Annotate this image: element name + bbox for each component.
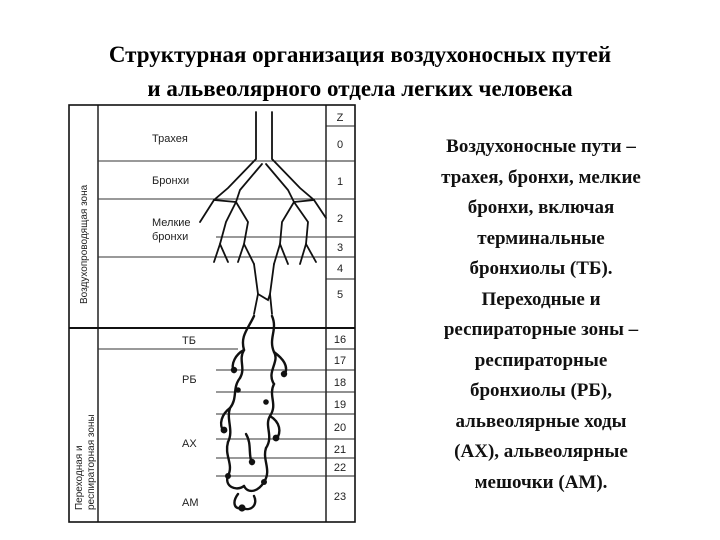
description-line: бронхиолы (ТБ).: [469, 258, 613, 279]
description-line: альвеолярные ходы: [455, 410, 627, 432]
generation-number: 18: [333, 377, 347, 389]
zone-label-conducting: Воздухопроводящая зона: [79, 184, 90, 304]
description-line: терминальные: [477, 227, 605, 249]
label-bronchi: Бронхи: [152, 175, 190, 187]
label-ah: АХ: [182, 438, 197, 450]
label-trachea: Трахея: [152, 133, 188, 145]
title-line-2: и альвеолярного отдела легких человека: [147, 76, 573, 101]
description-paragraph-2: [388, 285, 694, 499]
zone-label-transitional-line1: Переходная и: [74, 445, 85, 510]
respiratory-tree: [221, 316, 286, 509]
description-line: Переходные и: [481, 288, 601, 310]
title-line-1: Структурная организация воздухоносных путей: [108, 42, 612, 67]
description-line: мешочки (АМ).: [474, 471, 608, 493]
airway-tree: [200, 112, 326, 314]
generation-number: 17: [333, 355, 347, 367]
description-line: бронхиолы (РБ),: [469, 380, 613, 401]
generation-number: 5: [336, 289, 344, 301]
description-line: Воздухоносные пути –: [446, 136, 636, 157]
description-line: трахея, бронхи, мелкие: [441, 166, 641, 188]
generation-number: 0: [336, 139, 344, 151]
slide-title: [0, 38, 720, 106]
generation-number: 2: [336, 213, 344, 225]
label-rb: РБ: [182, 374, 197, 386]
generation-number: 1: [336, 176, 344, 188]
label-am: АМ: [182, 497, 199, 509]
generation-number: 22: [333, 462, 347, 474]
generation-number: 16: [333, 334, 347, 346]
generation-number: 19: [333, 399, 347, 411]
description-line: респираторные: [474, 349, 608, 371]
description-line: (АХ), альвеолярные: [454, 441, 628, 462]
description-line: бронхи, включая: [467, 197, 615, 218]
generation-number: 3: [336, 242, 344, 254]
diagram-frame: [69, 105, 355, 522]
description-paragraph-1: [388, 132, 694, 285]
airway-diagram: [68, 104, 358, 524]
generation-number: 4: [336, 263, 344, 275]
description: [388, 132, 694, 498]
label-small-bronchi-2: бронхи: [152, 231, 189, 243]
description-line: респираторные зоны –: [443, 319, 639, 340]
label-tb: ТБ: [182, 335, 196, 347]
generation-number: 20: [333, 422, 347, 434]
generation-header-z: Z: [336, 112, 344, 124]
generation-number: 21: [333, 444, 347, 456]
airway-diagram-svg: [68, 104, 358, 524]
level-lines: [98, 161, 326, 476]
label-small-bronchi-1: Мелкие: [152, 217, 191, 229]
generation-number: 23: [333, 491, 347, 503]
zone-label-transitional-line2: респираторная зоны: [86, 414, 97, 510]
